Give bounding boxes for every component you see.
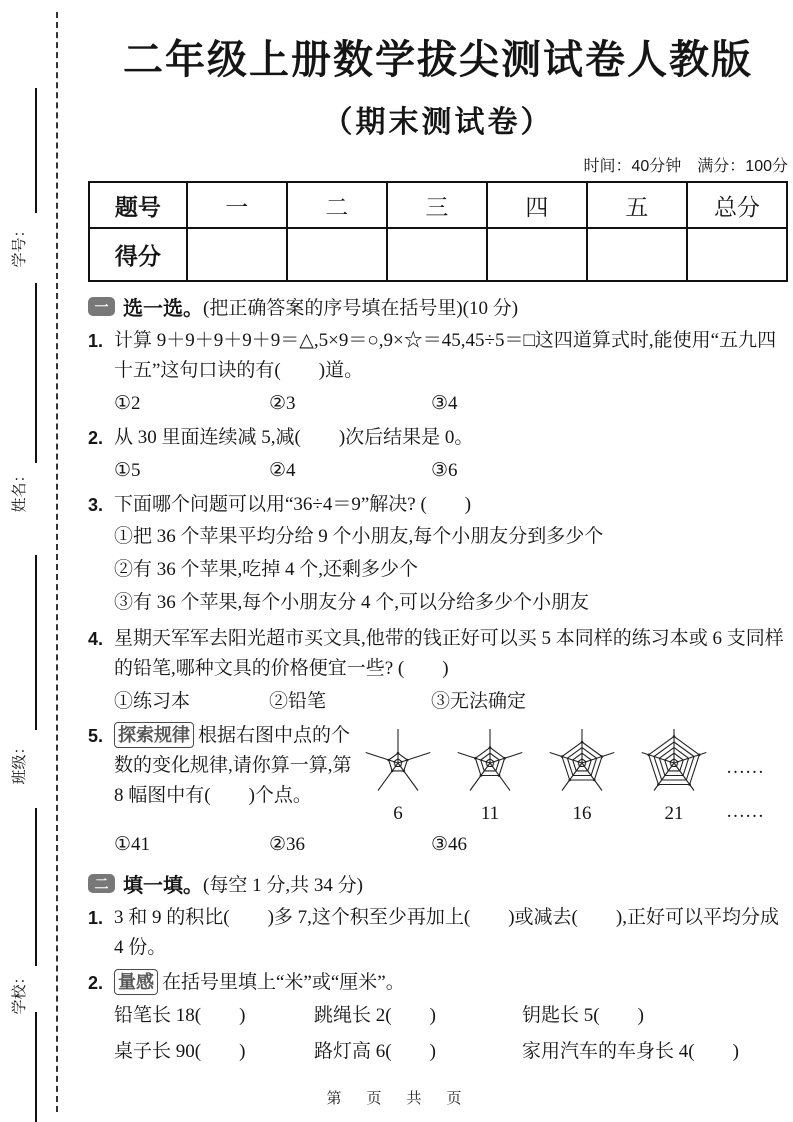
page-subtitle: （期末测试卷） [322, 106, 554, 139]
s1-question-3 [88, 490, 788, 520]
s1-question-5-options [88, 830, 788, 859]
spiderweb-icon [629, 725, 719, 803]
score-table-cell: 题号 [89, 182, 187, 228]
score-blank-cell [587, 228, 687, 281]
ellipsis: …… [726, 801, 764, 822]
spiderweb-figure [352, 725, 444, 824]
score-table-header-row [89, 182, 787, 228]
figure-point-count: 6 [393, 803, 403, 824]
option: ②有 36 个苹果,吃掉 4 个,还剩多少个 [114, 559, 419, 580]
question-text: 从 30 里面连续减 5,减( )次后结果是 0。 [114, 427, 474, 448]
figure-point-count: 21 [664, 803, 684, 824]
option: ①把 36 个苹果平均分给 9 个小朋友,每个小朋友分到多少个 [114, 526, 604, 547]
section-1-badge-icon: 一 [88, 297, 115, 316]
option: ③无法确定 [431, 691, 527, 712]
class-label: 班级： [11, 739, 28, 785]
question-text: 在括号里填上“米”或“厘米”。 [162, 972, 405, 993]
explore-pattern-tag: 探索规律 [114, 722, 194, 748]
question-text: 3 和 9 的积比( )多 7,这个积至少再加上( )或减去( ),正好可以平均分成 4 份。 [114, 907, 779, 958]
option: ①5 [114, 460, 141, 481]
s1-question-1-options [88, 389, 788, 418]
section-2-header [88, 869, 788, 898]
exam-meta: 时间：40分钟 满分：100分 [583, 158, 788, 175]
score-blank-cell [687, 228, 787, 281]
question-text: 下面哪个问题可以用“36÷4＝9”解决? ( ) [114, 494, 472, 515]
name-label: 姓名： [11, 467, 28, 513]
spiderweb-figure [628, 725, 720, 824]
s1-question-1 [88, 326, 788, 386]
s1-question-4 [88, 624, 788, 684]
s2-question-2-row-1 [88, 998, 788, 1034]
section-1-title: 选一选。 [123, 298, 203, 320]
fill-blank-item: 铅笔长 18( ) [114, 1005, 246, 1026]
student-id-writing-line [35, 88, 37, 213]
option: ②36 [269, 834, 306, 855]
fill-blank-item: 路灯高 6( ) [314, 1041, 436, 1062]
option: ①练习本 [114, 691, 191, 712]
option: ②铅笔 [269, 691, 327, 712]
question-number: 5. [88, 726, 104, 746]
page-title: 二年级上册数学拔尖测试卷人教版 [123, 38, 753, 82]
option: ②3 [269, 393, 296, 414]
spiderweb-icon [353, 725, 443, 803]
score-table-cell: 三 [387, 182, 487, 228]
score-table-score-row [89, 228, 787, 281]
question-number: 3. [88, 495, 104, 515]
option: ③有 36 个苹果,每个小朋友分 4 个,可以分给多少个小朋友 [114, 592, 590, 613]
s2-question-2 [88, 968, 788, 998]
option: ①41 [114, 834, 151, 855]
school-label: 学校： [11, 969, 28, 1015]
s2-question-1 [88, 903, 788, 963]
score-table-cell: 总分 [687, 182, 787, 228]
s1-question-2 [88, 423, 788, 453]
score-row-label: 得分 [89, 228, 187, 281]
class-writing-line [35, 555, 37, 730]
score-table-cell: 五 [587, 182, 687, 228]
fill-blank-item: 桌子长 90( ) [114, 1041, 246, 1062]
score-table-cell: 二 [287, 182, 387, 228]
s1-question-4-options [88, 687, 788, 716]
score-table-cell: 四 [487, 182, 587, 228]
section-2-badge-icon: 二 [88, 874, 115, 893]
score-table [88, 181, 788, 282]
page-footer: 第 页 共 页 [326, 1090, 467, 1107]
score-blank-cell [387, 228, 487, 281]
spiderweb-figure-group [352, 721, 788, 827]
option: ③46 [431, 834, 468, 855]
question-number: 4. [88, 629, 104, 649]
score-table-cell: 一 [187, 182, 287, 228]
option: ③4 [431, 393, 458, 414]
question-text: 计算 9＋9＋9＋9＋9＝△,5×9＝○,9×☆＝45,45÷5＝□这四道算式时,能使用“五九四十五”这句口诀的有( )道。 [114, 330, 777, 381]
score-blank-cell [187, 228, 287, 281]
question-text-block [114, 721, 352, 827]
section-2-title: 填一填。 [123, 875, 203, 897]
name-writing-line [35, 283, 37, 463]
question-text: 星期天军军去阳光超市买文具,他带的钱正好可以买 5 本同样的练习本或 6 支同样的铅笔,哪种文具的价格便宜一些? ( ) [114, 628, 784, 679]
score-blank-cell [487, 228, 587, 281]
s1-question-5 [88, 721, 788, 827]
s1-question-2-options [88, 456, 788, 485]
s1-question-3-options [88, 520, 788, 619]
fill-blank-item: 跳绳长 2( ) [314, 1005, 436, 1026]
question-number: 2. [88, 973, 104, 993]
paper-body [88, 0, 788, 1070]
section-1-note: (把正确答案的序号填在括号里)(10 分) [203, 298, 519, 319]
fill-blank-item: 家用汽车的车身长 4( ) [522, 1041, 739, 1062]
question-number: 1. [88, 331, 104, 351]
sequence-continues-ellipsis [726, 725, 764, 827]
s2-question-2-row-2 [88, 1034, 788, 1070]
score-blank-cell [287, 228, 387, 281]
spiderweb-figure [536, 725, 628, 824]
ellipsis: …… [726, 757, 764, 778]
section-1-header [88, 292, 788, 321]
section-2-note: (每空 1 分,共 34 分) [203, 875, 363, 896]
quantity-sense-tag: 量感 [114, 969, 158, 995]
spiderweb-icon [537, 725, 627, 803]
figure-point-count: 16 [572, 803, 592, 824]
option: ②4 [269, 460, 296, 481]
spiderweb-icon [445, 725, 535, 803]
student-id-label: 学号： [11, 222, 28, 268]
school-writing-line [35, 808, 37, 966]
figure-point-count: 11 [480, 803, 500, 824]
question-number: 2. [88, 428, 104, 448]
fill-blank-item: 钥匙长 5( ) [522, 1005, 644, 1026]
fold-dashed-line [56, 12, 58, 1112]
option: ①2 [114, 393, 141, 414]
question-text: 根据右图中点的个数的变化规律,请你算一算,第 8 幅图中有( )个点。 [114, 725, 352, 806]
spiderweb-figure [444, 725, 536, 824]
question-number: 1. [88, 908, 104, 928]
option: ③6 [431, 460, 458, 481]
